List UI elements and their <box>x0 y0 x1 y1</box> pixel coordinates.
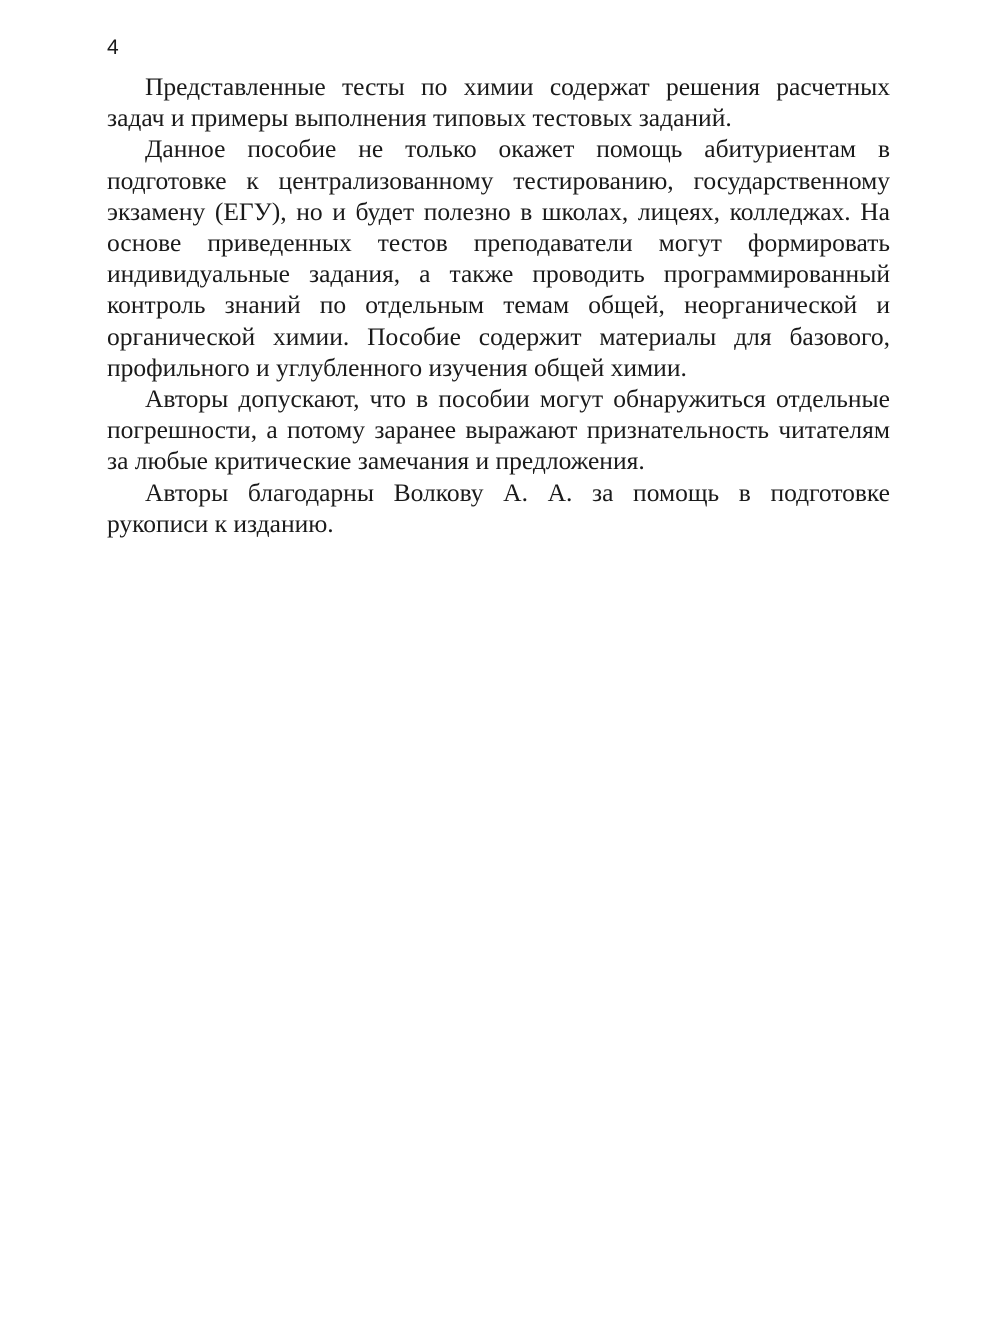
body-text <box>107 71 890 539</box>
paragraph-errata: Авторы допускают, что в пособии могут обнаружиться отдельные погрешности, а потому заранее выражают признательность читателям за любые критические замечания и предложения. <box>107 384 890 476</box>
paragraph-intro: Представленные тесты по химии содержат решения расчетных задач и примеры выполнения типовых тестовых заданий. <box>107 72 890 133</box>
page-number: 4 <box>107 36 119 59</box>
paragraph-acknowledgement: Авторы благодарны Волкову А. А. за помощь в подготовке рукописи к изданию. <box>107 477 890 538</box>
paragraph-purpose: Данное пособие не только окажет помощь абитуриентам в подготовке к централизованному тестированию, государственному экзамену (ЕГУ), но и будет полезно в школах, лицеях, колледжах. На основе приведенных тестов преподаватели могут формировать индивидуальные задания, а также проводить программированный контроль знаний по отдельным темам общей, неорганической и органической химии. Пособие содержит материалы для базового, профильного и углубленного изучения общей химии. <box>107 134 890 382</box>
